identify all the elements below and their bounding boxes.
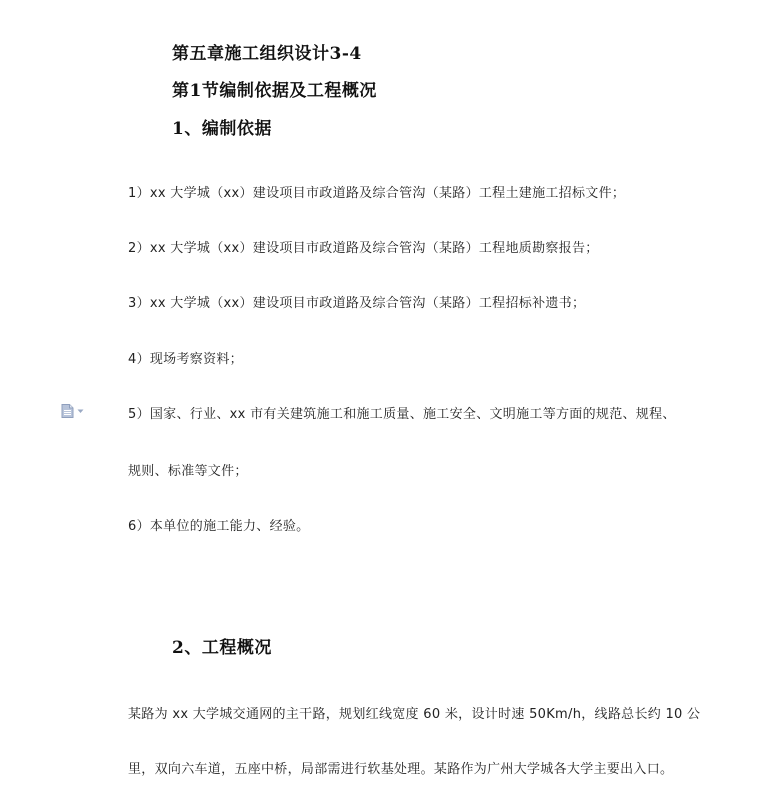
chevron-down-icon (77, 409, 84, 414)
subsection-title-basis: 1、编制依据 (172, 119, 272, 139)
chapter-title: 第五章施工组织设计3-4 (172, 44, 362, 64)
overview-line-2: 里，双向六车道，五座中桥，局部需进行软基处理。某路作为广州大学城各大学主要出入口。 (128, 762, 674, 777)
basis-item-6: 6）本单位的施工能力、经验。 (128, 519, 310, 534)
basis-item-5: 5）国家、行业、xx 市有关建筑施工和施工质量、施工安全、文明施工等方面的规范、规程、 (128, 407, 676, 422)
document-icon (61, 404, 74, 418)
basis-item-5-continued: 规则、标准等文件； (128, 464, 248, 479)
section-title: 第1节编制依据及工程概况 (172, 81, 377, 101)
subsection-title-overview: 2、工程概况 (172, 638, 272, 658)
overview-line-1: 某路为 xx 大学城交通网的主干路，规划红线宽度 60 米，设计时速 50Km/h，线路总长约 10 公 (128, 707, 701, 722)
basis-item-1: 1）xx 大学城（xx）建设项目市政道路及综合管沟（某路）工程土建施工招标文件； (128, 186, 626, 201)
basis-item-4: 4）现场考察资料； (128, 352, 243, 367)
paragraph-options-button[interactable] (61, 404, 89, 418)
basis-item-2: 2）xx 大学城（xx）建设项目市政道路及综合管沟（某路）工程地质勘察报告； (128, 241, 599, 256)
basis-item-3: 3）xx 大学城（xx）建设项目市政道路及综合管沟（某路）工程招标补遗书； (128, 296, 586, 311)
